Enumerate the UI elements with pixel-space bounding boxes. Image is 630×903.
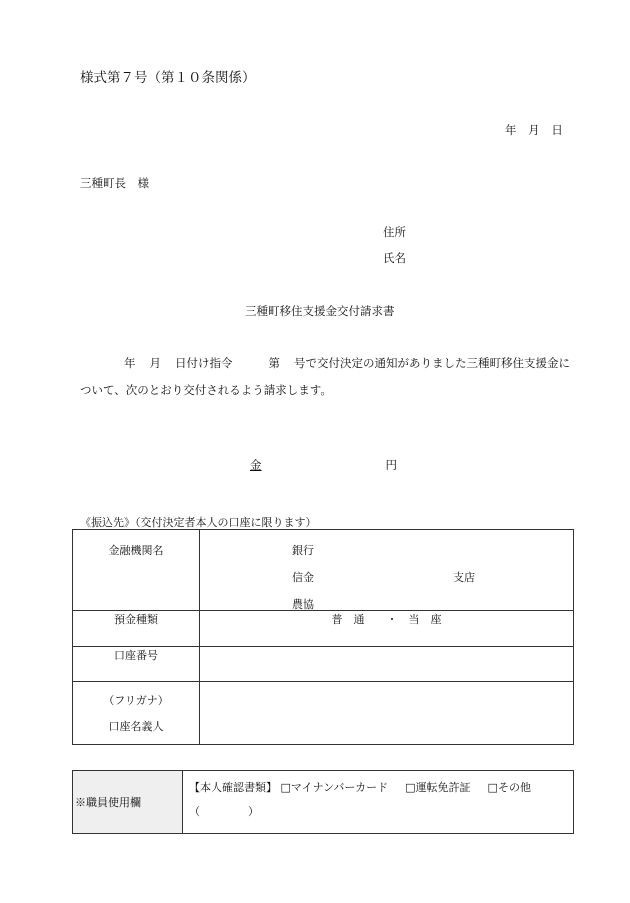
id-option-license[interactable]: □運転免許証: [405, 781, 471, 794]
institution-field[interactable]: [200, 530, 574, 611]
account-number-label: 口座番号: [73, 647, 200, 682]
date-line: [505, 122, 571, 138]
institution-type-bank: 銀行: [292, 544, 314, 557]
transfer-note: 《振込先》（交付決定者本人の口座に限ります）: [80, 516, 317, 529]
date-year: 年: [505, 123, 517, 137]
name-label: 氏名: [383, 251, 406, 265]
staff-use-content: [183, 771, 574, 834]
amount-suffix: 円: [385, 458, 397, 472]
address-label: 住所: [383, 225, 406, 239]
other-paren-open: （: [189, 805, 200, 818]
amount-prefix: 金: [250, 458, 262, 472]
form-number: 様式第７号（第１０条関係）: [80, 70, 256, 86]
id-option-mynumber[interactable]: □マイナンバーカード: [280, 781, 389, 794]
amount-line: [250, 457, 397, 473]
institution-type-nokyo: 農協: [292, 598, 314, 611]
id-docs-heading: 【本人確認書類】: [189, 781, 277, 794]
branch-label: 支店: [453, 571, 475, 584]
account-holder-label-cell: [73, 682, 200, 745]
body-day-directive: 日付け指令: [175, 356, 233, 370]
staff-use-label: ※職員使用欄: [73, 771, 183, 834]
staff-use-table: [72, 770, 574, 834]
request-body: [80, 350, 580, 404]
other-paren-close: ）: [248, 805, 259, 818]
account-number-field[interactable]: [200, 647, 574, 682]
account-type-options[interactable]: 普 通 ・ 当 座: [200, 611, 574, 647]
id-option-other[interactable]: □その他: [487, 781, 531, 794]
body-month: 月: [149, 356, 161, 370]
date-month: 月: [528, 123, 540, 137]
body-number-prefix: 第: [268, 356, 280, 370]
account-holder-field[interactable]: [200, 682, 574, 745]
bank-account-table: [72, 529, 574, 745]
institution-label: 金融機関名: [73, 530, 200, 611]
institution-type-shinkin: 信金: [292, 571, 314, 584]
furigana-label: （フリガナ）: [103, 694, 169, 707]
date-day: 日: [551, 123, 563, 137]
addressee: 三種町長 様: [80, 176, 149, 190]
document-title: 三種町移住支援金交付請求書: [245, 304, 395, 318]
body-number-suffix: 号で交付決定の通知がありました三種町移住支援金について、次のとおり交付されるよう請求します。: [80, 356, 570, 397]
account-holder-label: 口座名義人: [108, 720, 164, 733]
body-year: 年: [124, 356, 136, 370]
account-type-label: 預金種類: [73, 611, 200, 647]
